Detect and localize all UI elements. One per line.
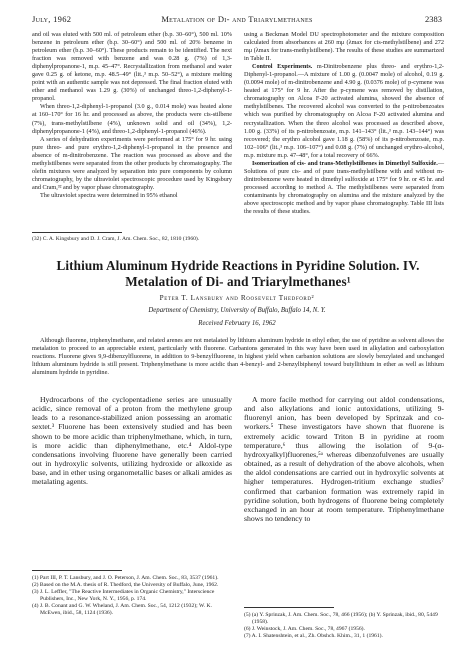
article-affiliation: Department of Chemistry, University of Buffalo, Buffalo 14, N. Y. — [148, 307, 326, 314]
body-left-column — [32, 395, 232, 487]
abstract: Although fluorene, triphenylmethane, and related arenes are not metalated by lithium aluminum hydride in ethyl ether, the use of pyridine as solvent allows the metalation to proceed to an appreciable extent, particularly with fluorene. Carbanions generated in this way have been used in alkylation and carboxylation reactions. Fluorene gives 9,9-dibenzylfluorene, in addition to 9-benzylfluorene, in highest yield when carbanion solutions are slowly benzylated and unchanged lithium aluminum hydride is still present. Triphenylmethane is more acidic than 4-benzyl- and 2-benzylbiphenyl toward butyllithium in ether as well as lithium aluminum hydride in pyridine. — [32, 337, 444, 377]
footnote: (1) Part III, P. T. Lansbury, and J. O. Peterson, J. Am. Chem. Soc., 83, 3537 (1961). — [32, 575, 219, 581]
footnotes-right — [244, 612, 444, 640]
running-header — [32, 14, 442, 26]
footnote: (4) J. B. Conant and G. W. Wheland, J. Am. Chem. Soc., 54, 1212 (1932); W. K. McEwen, ibid., 58, 1124 (1936). — [32, 602, 212, 616]
footnotes-left — [32, 575, 232, 616]
paragraph: A more facile method for carrying out aldol condensations, and also alkylations and ionic autoxidations, utilizing 9-fluorenyl anion, has been developed by Sprinzak and co-workers.⁵ These investigators have shown that fluorene is extremely acidic toward Triton B in pyridine at room temperature,⁶ thus allowing the isolation of 9-(α-hydroxyalkyl)fluorenes,⁵ᵃ whereas dibenzofulvenes are usually obtained, as a result of dehydration of the above alcohols, when the aldol condensations are carried out in hydroxylic solvents at higher temperatures. Hydrogen-tritium exchange studies⁷ confirmed that carbanion formation was extremely rapid in pyridine solution, both hydrogens of fluorene being completely exchanged in an hour at room temperature. Triphenylmethane shows no tendency to — [244, 395, 444, 524]
paragraph: Hydrocarbons of the cyclopentadiene series are unusually acidic, since removal of a proton from the methylene group leads to a resonance-stabilized anion possessing an aromatic sextet.³ Fluorene has been extensively studied and has been shown to be more acidic than triphenylmethane, which, in turn, is more acidic than diphenylmethane, etc.⁴ Aldol-type condensations involving fluorene have generally been carried out in hydroxylic solvents, utilizing hydroxide or alkoxide as base, and in ether using organometallic bases or alkali amides as metalating agents. — [32, 395, 232, 487]
isomerization-paragraph: Isomerization of cis- and trans-Methylstilbenes in Dimethyl Sulfoxide.—Solutions of pure cis- and of pure trans-methylstilbene with and without m-dinitrobenzene were heated in dimethyl sulfoxide at 175° for 9 hr. or 45 hr. and processed according to method A. The methylstilbenes were separated from contaminants by chromatography on alumina and the mixture analyzed by the above spectroscopic method and by vapor phase chromatography. Table III lists the results of these studies. — [244, 159, 444, 216]
control-experiments-paragraph: Control Experiments. m-Dinitrobenzene plus threo- and erythro-1,2-Diphenyl-1-propanol.—A mixture of 1.00 g. (0.0047 mole) of alcohol, 0.19 g. (0.0094 mole) of m-dinitrobenzene and 4.90 g. (0.0376 mole) of p-cymene was heated at 175° for 9 hr. After the p-cymene was removed by distillation, chromatography on Alcoa F-20 activated alumina, showed the absence of methylstilbenes. The recovered alcohol was converted to the p-nitrobenzoates which was purified by chromatography on Alcoa F-20 activated alumina and recrystallization. When the threo alcohol was processed as described above, 1.00 g. (33%) of its p-nitrobenzoate, m.p. 141–143° (lit.,³ m.p. 143–144°) was recovered; the erythro alcohol gave 1.18 g. (58%) of its p-nitrobenzoate, m.p. 102–106° (lit.,³ m.p. 106–107°) and 0.08 g. (7%) of unchanged erythro-alcohol, m.p. mixture m.p. 47–48°, for a total recovery of 66%. — [244, 63, 444, 159]
footnote-rule — [32, 570, 122, 571]
top-right-column — [244, 31, 444, 216]
header-running-title: Metalation of Di- and Triarylmethanes — [161, 14, 313, 24]
paragraph: using a Beckman Model DU spectrophotometer and the mixture composition calculated from absorbances at 260 mμ (λmax for cis-methylstilbene) and 272 mμ (λmax for trans-methylstilbene). The results of these studies are summarized in Table II. — [244, 31, 444, 63]
received-date: Received February 16, 1962 — [198, 320, 276, 327]
footnote: (7) A. I. Shatenshtein, et al., Zh. Obshch. Khim., 31, 1 (1961). — [244, 632, 383, 639]
footnote: (2) Based on the M.A. thesis of R. Thedford, the University of Buffalo, June, 1962. — [32, 581, 219, 588]
body-right-column — [244, 395, 444, 523]
footnote-rule — [244, 607, 334, 608]
section-heading: Isomerization of cis- and trans-Methylstilbenes in Dimethyl Sulfoxide. — [252, 159, 438, 167]
header-page-number: 2383 — [425, 14, 442, 24]
footnote: (32) C. A. Kingsbury and D. J. Cram, J. Am. Chem. Soc., 82, 1810 (1960). — [32, 236, 200, 242]
footnote: (5) (a) Y. Sprinzak, J. Am. Chem. Soc., 78, 466 (1956); (b) Y. Sprinzak, ibid., 80, 5449 (1958). — [244, 612, 438, 625]
footnote-rule — [32, 232, 122, 233]
header-date: July, 1962 — [32, 14, 72, 24]
section-heading: Control Experiments. — [252, 63, 313, 71]
paragraph: and oil was eluted with 500 ml. of petroleum ether (b.p. 30–60°), 500 ml. 10% benzene in petroleum ether (b.p. 30–60°) and 500 ml. of 20% benzene in petroleum ether (b.p. 30–60°). These products remain to be identified. The next fraction was removed with benzene and was 0.28 g. (7%) of 1,3-diphenylpropanone-1, m.p. 45–47°. Recrystallization from methanol and water gave 0.25 g. of ketone, m.p. 48.5–49° (lit.,³ m.p. 50–52°), a mixture melting point with an authentic sample was not depressed. The final fraction eluted with ether and methanol was 1.29 g. (30%) of unchanged threo-1,2-diphenyl-1-propanol. — [32, 31, 232, 103]
footnote: (6) J. Weinstock, J. Am. Chem. Soc., 78, 4967 (1956). — [244, 625, 365, 632]
top-footnotes — [32, 236, 232, 243]
paragraph: When threo-1,2-diphenyl-1-propanol (3.0 g., 0.014 mole) was heated alone at 160–170° for 16 hr. and processed as above, the products were cis-stilbene (7%), trans-methylstilbene (4%), unknown solid and oil (34%), 1,2-diphenylpropanone-1 (4%), and threo-1,2-diphenyl-1-propanol (46%). — [32, 103, 232, 135]
top-left-column — [32, 31, 232, 200]
article-title: Lithium Aluminum Hydride Reactions in Pyridine Solution. IV. Metalation of Di- and Triarylmethanes¹ — [56, 258, 420, 289]
paragraph: The ultraviolet spectra were determined in 95% ethanol — [40, 191, 178, 199]
article-authors: Peter T. Lansbury and Roosevelt Thedford² — [159, 294, 315, 302]
paragraph: A series of dehydration experiments were performed at 175° for 9 hr. using pure threo- and pure erythro-1,2-diphenyl-1-propanol in the presence and absence of m-dinitrobenzene. The reaction was processed as above and the methylstilbenes were separated from the other products by chromatography. The olefin mixtures were analyzed by separation into pure components by column chromatography, by the ultraviolet spectroscopic procedure used by Kingsbury and Cram,³² and by vapor phase chromatography. — [32, 135, 232, 191]
footnote: (3) J. L. Leffler, "The Reactive Intermediates in Organic Chemistry," Interscience Publishers, Inc., New York, N. Y., 1956, p. 174. — [32, 588, 215, 602]
